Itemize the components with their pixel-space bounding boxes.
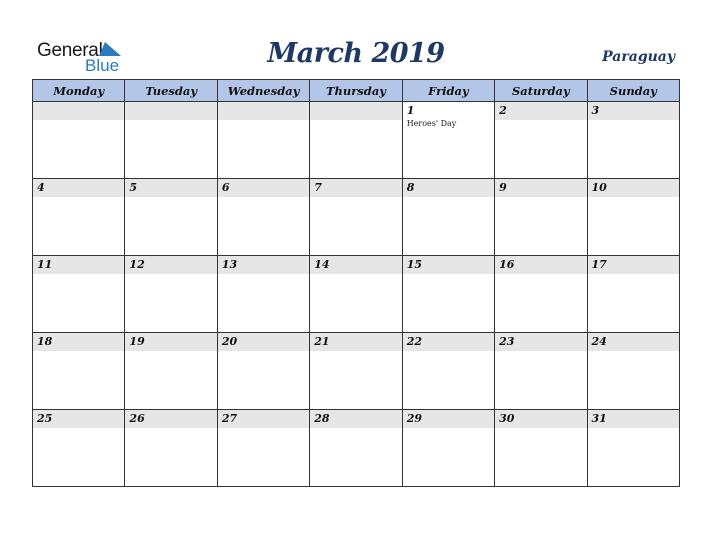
day-number: 10 [588,179,679,197]
week-row [33,102,680,179]
weekday-header: Friday [402,80,494,102]
day-cell[interactable] [125,179,217,256]
day-number: 7 [310,179,401,197]
day-cell[interactable] [125,410,217,487]
day-cell[interactable] [402,256,494,333]
calendar-body [33,102,680,487]
day-cell[interactable] [33,256,125,333]
logo-general-text: General [37,40,103,61]
day-number: 29 [403,410,494,428]
day-cell[interactable] [587,102,679,179]
day-number [218,102,309,120]
day-cell[interactable] [495,102,587,179]
day-cell[interactable] [217,102,309,179]
day-number: 3 [588,102,679,120]
day-number: 9 [495,179,586,197]
day-cell[interactable] [495,179,587,256]
day-cell[interactable] [217,179,309,256]
day-cell[interactable] [587,179,679,256]
day-cell[interactable] [587,333,679,410]
day-cell[interactable] [402,179,494,256]
day-number: 8 [403,179,494,197]
day-cell[interactable] [310,179,402,256]
weekday-header-row [33,80,680,102]
weekday-header: Saturday [495,80,587,102]
day-number: 4 [33,179,124,197]
day-number: 24 [588,333,679,351]
day-cell[interactable] [125,102,217,179]
day-cell[interactable] [587,410,679,487]
day-number: 20 [218,333,309,351]
day-number: 2 [495,102,586,120]
day-cell[interactable] [402,333,494,410]
week-row [33,179,680,256]
calendar-grid [32,79,680,487]
day-number: 13 [218,256,309,274]
week-row [33,333,680,410]
day-number: 18 [33,333,124,351]
day-number: 16 [495,256,586,274]
day-number: 21 [310,333,401,351]
day-number: 23 [495,333,586,351]
day-number: 15 [403,256,494,274]
day-number: 27 [218,410,309,428]
day-number: 30 [495,410,586,428]
day-cell[interactable] [495,256,587,333]
day-cell[interactable] [217,410,309,487]
day-number: 6 [218,179,309,197]
day-cell[interactable] [310,102,402,179]
day-cell[interactable] [33,410,125,487]
weekday-header: Tuesday [125,80,217,102]
day-cell[interactable] [495,333,587,410]
day-number [310,102,401,120]
day-cell[interactable] [33,179,125,256]
day-number: 22 [403,333,494,351]
day-number: 11 [33,256,124,274]
week-row [33,410,680,487]
day-cell[interactable] [125,333,217,410]
day-number [125,102,216,120]
day-number: 14 [310,256,401,274]
logo-triangle-icon [99,42,121,56]
day-number: 5 [125,179,216,197]
weekday-header: Wednesday [217,80,309,102]
day-cell[interactable] [33,102,125,179]
generalblue-logo [37,40,127,74]
day-number: 31 [588,410,679,428]
day-cell[interactable] [310,256,402,333]
day-cell[interactable] [310,410,402,487]
weekday-header: Thursday [310,80,402,102]
week-row [33,256,680,333]
day-number: 28 [310,410,401,428]
calendar-title: March 2019 [267,38,445,69]
day-cell[interactable] [125,256,217,333]
logo-blue-text: Blue [85,56,120,75]
day-number: 26 [125,410,216,428]
day-cell[interactable] [217,333,309,410]
day-cell[interactable] [495,410,587,487]
country-name: Paraguay [602,49,675,65]
weekday-header: Monday [33,80,125,102]
day-number: 17 [588,256,679,274]
weekday-header: Sunday [587,80,679,102]
day-cell[interactable] [402,102,494,179]
day-cell[interactable] [217,256,309,333]
day-number: 1 [403,102,494,120]
day-number: 25 [33,410,124,428]
day-number [33,102,124,120]
day-cell[interactable] [402,410,494,487]
day-cell[interactable] [587,256,679,333]
day-number: 19 [125,333,216,351]
day-cell[interactable] [310,333,402,410]
day-number: 12 [125,256,216,274]
day-cell[interactable] [33,333,125,410]
holiday-label: Heroes' Day [406,119,457,128]
